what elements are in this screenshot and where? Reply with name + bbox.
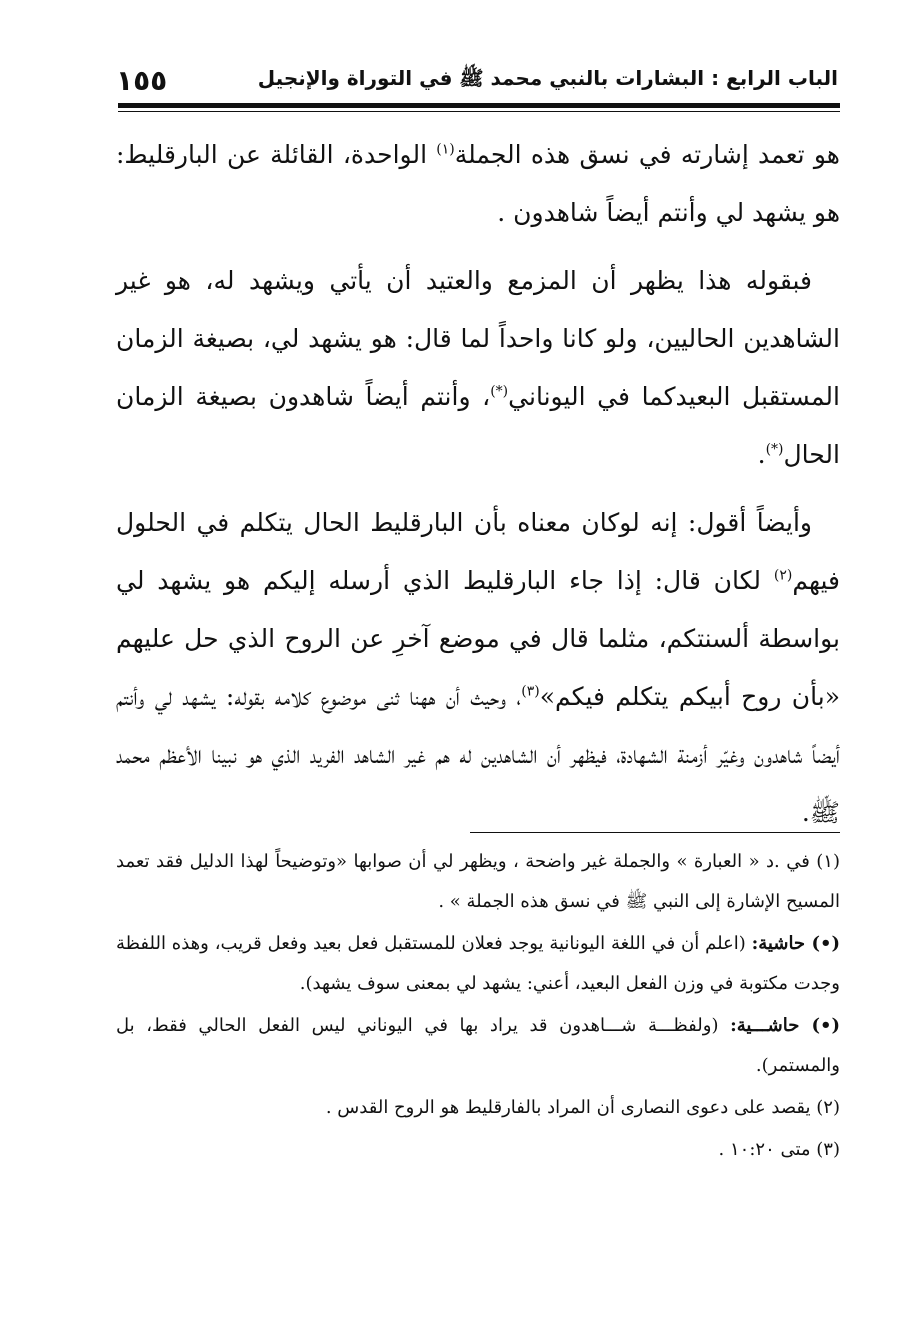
page-number: ١٥٥ [116, 63, 168, 97]
footnote-margin-note-2: (•) حاشـــية: (ولفظـــة شـــاهدون قد يراد بها في اليوناني ليس الفعل الحالي فقط، بل والمستمر). [116, 1015, 841, 1076]
paragraph-2: فبقوله هذا يظهر أن المزمع والعتيد أن يأتي ويشهد له، هو غير الشاهدين الحاليين، ولو كانا واحداً لما قال: هو يشهد لي، بصيغة الزمان المستقبل البعيدكما في اليوناني(*)، وأنتم أيضاً شاهدون بصيغة الزمان الحال(*). [116, 266, 840, 469]
footnote-margin-note-1: (•) حاشية: (اعلم أن في اللغة اليونانية يوجد فعلان للمستقبل فعل بعيد وفعل قريب، وهذه اللفظة وجدت مكتوبة في وزن الفعل البعيد، أعني: يشهد لي بمعنى سوف يشهد). [116, 933, 840, 994]
main-text [116, 126, 840, 852]
footnote-2: (٢) يقصد على دعوى النصارى أن المراد بالفارقليط هو الروح القدس . [325, 1097, 840, 1118]
paragraph-3: وأيضاً أقول: إنه لوكان معناه بأن البارقليط الحال يتكلم في الحلول فيهم$^{(٢)}$ لكان قال: إذا جاء البارقليط الذي أرسله إليكم هو يشهد لي بواسطة ألسنتكم، مثلما قال في موضع آخرِ عن الروح الذي حل عليهم «بأن روح أبيكم يتكلم فيكم»$^{(٣)}$، وحيث أن ههنا ثنى موضوع كلامه بقوله: يشهد لي وأنتم أيضاً شاهدون وغيّر أزمنة الشهادة، فيظهر أن الشاهدين له هم غير الشاهد الفريد الذي هو نبينا الأعظم محمد ﷺ. [116, 508, 840, 827]
footnote-separator [470, 832, 840, 833]
footnote-3: (٣) متى ١٠:٢٠ . [718, 1139, 840, 1160]
footnote-ref-star-1: (*) [490, 383, 509, 400]
footnote-1: (١) في .د « العبارة » والجملة غير واضحة ، ويظهر لي أن صوابها «وتوضيحاً لهذا الدليل فقد تعمد المسيح الإشارة إلى النبي ﷺ في نسق هذه الجملة » . [116, 851, 840, 912]
footnote-ref-star-2: (*) [765, 441, 784, 458]
header-rule-thick [118, 103, 840, 108]
header-rule-thin [118, 111, 840, 112]
running-header [116, 62, 838, 98]
footnotes [116, 842, 840, 1172]
footnote-ref-2: (٢) [773, 567, 793, 584]
paragraph-1: هو تعمد إشارته في نسق هذه الجملة$^{(١)}$ الواحدة، القائلة عن البارقليط: هو يشهد لي وأنتم أيضاً شاهدون . [116, 140, 840, 227]
footnote-ref-1: (١) [436, 141, 455, 158]
chapter-title: الباب الرابع : البشارات بالنبي محمد ﷺ في التوراة والإنجيل [257, 65, 838, 90]
footnote-ref-3: (٣) [521, 683, 540, 700]
